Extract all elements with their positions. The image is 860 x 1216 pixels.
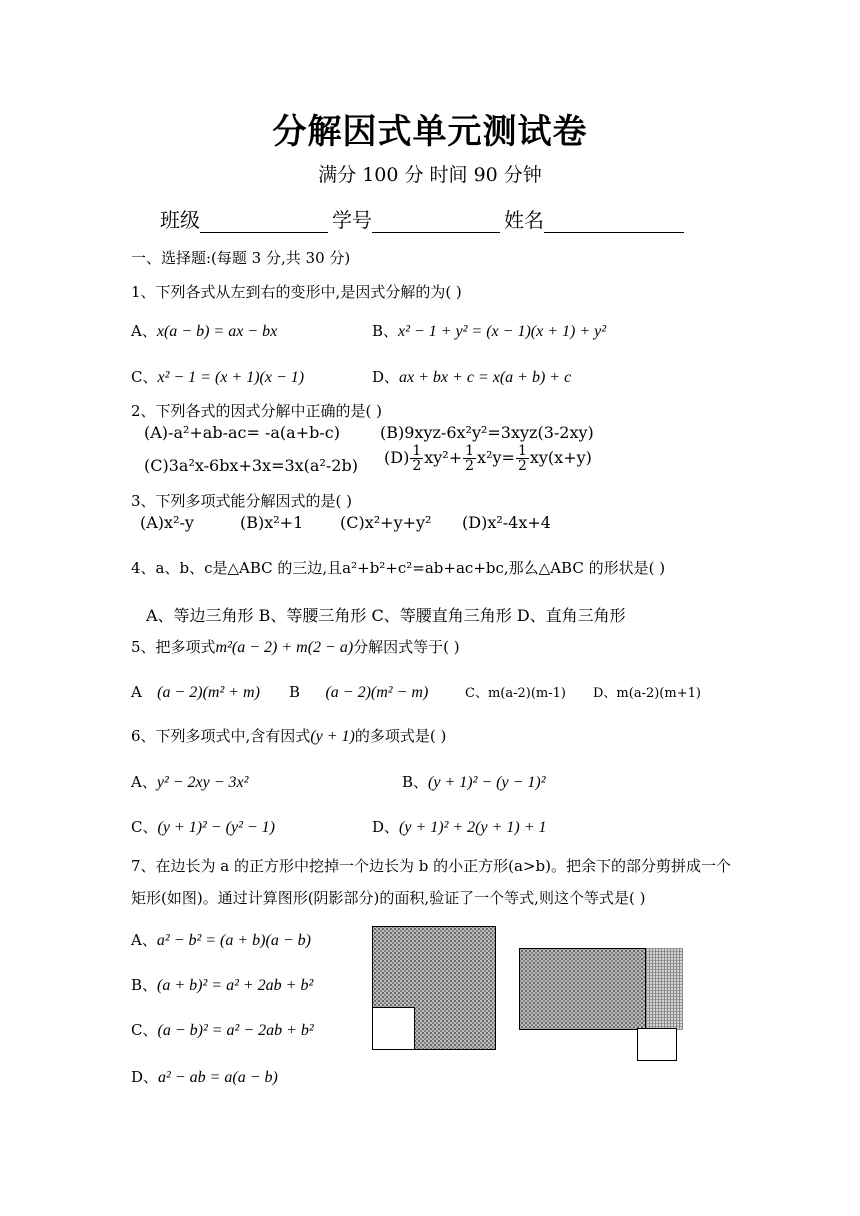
name-blank[interactable] [544,212,684,233]
question-1-option-a[interactable]: A、x(a − b) = ax − bx [131,322,278,340]
question-3-option-b[interactable]: (B)x²+1 [240,513,304,532]
number-label: 学号 [332,208,372,232]
question-4-stem: 4、a、b、c是△ABC 的三边,且a²+b²+c²=ab+ac+bc,那么△ABC 的形状是( ) [131,559,666,577]
question-7-option-a[interactable]: A、a² − b² = (a + b)(a − b) [131,931,311,949]
question-1-option-b[interactable]: B、x² − 1 + y² = (x − 1)(x + 1) + y² [372,322,607,340]
fraction: $\frac{1}{2}$ [465,443,475,474]
section-heading: 一、选择题:(每题 3 分,共 30 分) [131,249,351,267]
question-2-option-a[interactable]: (A)-a²+ab-ac= -a(a+b-c) [144,423,340,442]
question-7-option-d[interactable]: D、a² − ab = a(a − b) [131,1068,278,1086]
question-1-option-c[interactable]: C、x² − 1 = (x + 1)(x − 1) [131,368,305,386]
question-7-option-b[interactable]: B、(a + b)² = a² + 2ab + b² [131,976,314,994]
question-7-stem-line-1: 7、在边长为 a 的正方形中挖掉一个边长为 b 的小正方形(a>b)。把余下的部分剪拼成一个 [131,857,731,875]
class-blank[interactable] [200,212,328,233]
fraction: $\frac{1}{2}$ [412,443,422,474]
question-3-option-c[interactable]: (C)x²+y+y² [340,513,432,532]
question-2-option-d[interactable]: (D) $\frac{1}{2}$ xy²+ $\frac{1}{2}$ x²y= $\frac{1}{2}$ xy(x+y) [384,443,592,474]
question-5-option-c[interactable]: C、m(a-2)(m-1) [465,686,566,701]
question-7-stem-line-2: 矩形(如图)。通过计算图形(阴影部分)的面积,验证了一个等式,则这个等式是( ) [131,889,646,907]
question-2-option-b[interactable]: (B)9xyz-6x²y²=3xyz(3-2xy) [380,423,594,442]
question-3-option-d[interactable]: (D)x²-4x+4 [462,513,551,532]
question-3-stem: 3、下列多项式能分解因式的是( ) [131,492,353,510]
question-6-option-c[interactable]: C、(y + 1)² − (y² − 1) [131,818,275,836]
figure-rectangle-strip [645,948,683,1030]
class-label: 班级 [160,208,200,232]
student-info-line [160,204,688,233]
question-1-option-d[interactable]: D、ax + bx + c = x(a + b) + c [372,368,572,386]
question-2-stem: 2、下列各式的因式分解中正确的是( ) [131,402,383,420]
number-blank[interactable] [372,212,500,233]
figure-cutout-square [372,1007,415,1050]
figure-small-square [637,1028,677,1061]
name-label: 姓名 [504,208,544,232]
exam-subtitle: 满分 100 分 时间 90 分钟 [318,164,542,186]
question-3-option-a[interactable]: (A)x²-y [140,513,194,532]
question-2-option-c[interactable]: (C)3a²x-6bx+3x=3x(a²-2b) [144,456,358,475]
question-5-option-d[interactable]: D、m(a-2)(m+1) [593,686,701,701]
question-6-stem: 6、下列多项式中,含有因式(y + 1)的多项式是( ) [131,727,447,745]
question-5-option-b[interactable]: B (a − 2)(m² − m) [289,683,429,701]
question-4-options[interactable]: A、等边三角形 B、等腰三角形 C、等腰直角三角形 D、直角三角形 [146,606,626,625]
page-title: 分解因式单元测试卷 [272,112,588,152]
question-6-option-a[interactable]: A、y² − 2xy − 3x² [131,773,249,791]
question-6-option-d[interactable]: D、(y + 1)² + 2(y + 1) + 1 [372,818,547,836]
question-5-stem: 5、把多项式m²(a − 2) + m(2 − a)分解因式等于( ) [131,638,460,656]
fraction: $\frac{1}{2}$ [517,443,527,474]
question-7-option-c[interactable]: C、(a − b)² = a² − 2ab + b² [131,1021,314,1039]
question-5-option-a[interactable]: A (a − 2)(m² + m) [131,683,260,701]
question-1-stem: 1、下列各式从左到右的变形中,是因式分解的为( ) [131,283,462,301]
question-6-option-b[interactable]: B、(y + 1)² − (y − 1)² [402,773,546,791]
